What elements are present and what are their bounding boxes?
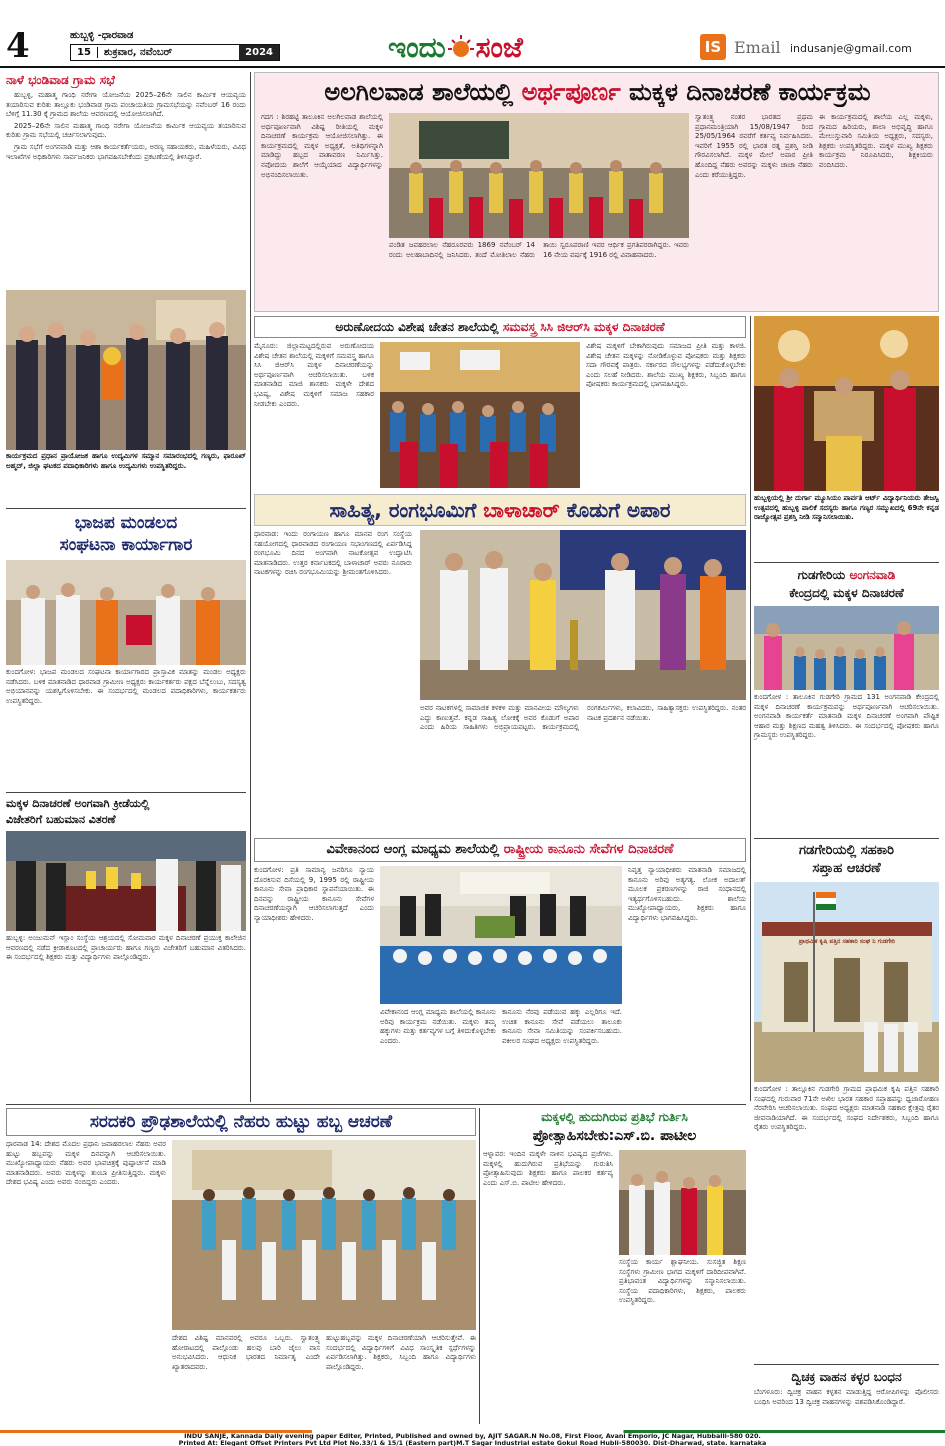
column-text: ನಿವೃತ್ತ ನ್ಯಾಯಾಧೀಶರು ಮಾತನಾಡಿ ಸಮಾಜದಲ್ಲಿ ಕಾನೂನು ಅರಿವು ಅತ್ಯಗತ್ಯ. ಲೋಕ ಅದಾಲತ್ ಮೂಲಕ ಪ್ರಕರಣಗಳನ್ನು ರಾಜಿ ಸಂಧಾನದಲ್ಲಿ ಇತ್ಯರ್ಥಗೊಳಿಸಬಹುದು. ಶಾಲೆಯ ಮುಖ್ಯೋಪಾಧ್ಯಾಯರು, ಶಿಕ್ಷಕರು ಹಾಗೂ ವಿದ್ಯಾರ್ಥಿಗಳು ಭಾಗವಹಿಸಿದ್ದರು. (628, 866, 746, 922)
article-body: ಕುಂದಗೋಳ : ತಾಲ್ಲೂಕಿನ ಗುಡಗೇರಿ ಗ್ರಾಮದ ಪ್ರಾಥಮಿಕ ಕೃಷಿ ಪತ್ತಿನ ಸಹಕಾರಿ ಸಂಘದಲ್ಲಿ ಗುರುವಾರ 71ನೇ ಅಖಿಲ ಭಾರತ ಸಹಕಾರ ಸಪ್ತಾಹವನ್ನು ಧ್ವಜಾರೋಹಣ ನೆರವೇರಿಸಿ ಆಚರಿಸಲಾಯಿತು. ಸಂಘದ ಅಧ್ಯಕ್ಷರು ಮಾತನಾಡಿ ಸಹಕಾರ ಕ್ಷೇತ್ರವು ರೈತರ ಜೀವನಾಡಿಯಾಗಿದೆ. ಈ ಸಂದರ್ಭದಲ್ಲಿ ಸಂಘದ ನಿರ್ದೇಶಕರು, ಸಿಬ್ಬಂದಿ ಹಾಗೂ ರೈತರು ಉಪಸ್ಥಿತರಿದ್ದರು. (754, 1085, 939, 1132)
headline-line2: ಸಂಘಟನಾ ಕಾರ್ಯಾಗಾರ (59, 535, 193, 555)
masthead (0, 0, 945, 70)
article-sahitya (254, 494, 746, 832)
column-text: ಧಾರವಾಡ: ಇಂದು ರಂಗಾಯಣ ಹಾಗೂ ಮಾನವ ರಂಗ ಸಂಸ್ಥೆಯ ಸಹಯೋಗದಲ್ಲಿ ಧಾರವಾಡದ ರಂಗಾಯಣ ಸಭಾಂಗಣದಲ್ಲಿ ಏರ್ಪಡಿಸಿದ್ದ ರಂಗಭೂಮಿ ದಿನದ ಅಂಗವಾಗಿ ನಾಟಕೋತ್ಸವ ಉದ್ಘಾಟಿಸಿ ಮಾತನಾಡಿದರು. ಉತ್ತರ ಕರ್ನಾಟಕದಲ್ಲಿ ಬಾಳಾಚಾರ್ ಅವರು ನೂರಾರು ನಾಟಕಗಳನ್ನು ರಚಿಸಿ ರಂಗಭೂಮಿಯನ್ನು ಶ್ರೀಮಂತಗೊಳಿಸಿದರು. (254, 530, 412, 577)
headline-part2: ರಾಷ್ಟ್ರೀಯ ಕಾನೂನು ಸೇವೆಗಳ ದಿನಾಚರಣೆ (503, 842, 674, 857)
headline-part2: ಸಮವಸ್ತ್ರ ಸಿಸಿ ಜಿಆರ್‌ಸಿ ಮಕ್ಕಳ ದಿನಾಚರಣೆ (502, 320, 665, 334)
headline-part1: ಗುಡಗೇರಿಯ (797, 568, 846, 582)
building-sign: ಪ್ರಾಥಮಿಕ ಕೃಷಿ ಪತ್ತಿನ ಸಹಕಾರಿ ಸಂಘ ನಿ ಗುಡಗೇರಿ (798, 938, 896, 945)
column-text: ಕುಂದಗೋಳ: ಪ್ರತಿ ಸಾಮಾನ್ಯ ಜನರಿಗೂ ನ್ಯಾಯ ದೊರಕಿಸುವ ದಿಸೆಯಲ್ಲಿ 9, 1995 ರಲ್ಲಿ ರಾಷ್ಟ್ರೀಯ ಕಾನೂನು ಸೇವಾ ಪ್ರಾಧಿಕಾರ ಸ್ಥಾಪನೆಯಾಯಿತು. ಈ ದಿನವನ್ನು ರಾಷ್ಟ್ರೀಯ ಕಾನೂನು ಸೇವೆಗಳ ದಿನಾಚರಣೆಯನ್ನಾಗಿ ಆಚರಿಸಲಾಗುತ್ತದೆ ಎಂದು ನ್ಯಾಯಾಧೀಶರು ಹೇಳಿದರು. (254, 866, 374, 922)
headline-line2: ವಿಜೇತರಿಗೆ ಬಹುಮಾನ ವಿತರಣೆ (6, 813, 116, 826)
column-text: ಸಂಸ್ಥೆಯ ಕಾರ್ಯ ಶ್ಲಾಘನೀಯ. ಸುಸಜ್ಜಿತ ಶಿಕ್ಷಣ ಸಂಸ್ಥೆಗಳು ಗ್ರಾಮೀಣ ಭಾಗದ ಮಕ್ಕಳಿಗೆ ದಾರಿದೀಪವಾಗಿವೆ. ಪ್ರತಿಭಾವಂತ ವಿದ್ಯಾರ್ಥಿಗಳನ್ನು ಸನ್ಮಾನಿಸಲಾಯಿತು. ಸಂಸ್ಥೆಯ ಪದಾಧಿಕಾರಿಗಳು, ಶಿಕ್ಷಕರು, ಪಾಲಕರು ಉಪಸ್ಥಿತರಿದ್ದರು. (619, 1258, 746, 1305)
headline-part2: ಬಾಳಾಚಾರ್ (483, 498, 560, 522)
headline-part1: ಸಾಹಿತ್ಯ, ರಂಗಭೂಮಿಗೆ (329, 498, 477, 522)
column-text: ವಿಶೇಷ ಮಕ್ಕಳಿಗೆ ಬೇಕಾಗಿರುವುದು ಸಮಾಜದ ಪ್ರೀತಿ ಮತ್ತು ಕಾಳಜಿ. ವಿಶೇಷ ಚೇತನ ಮಕ್ಕಳನ್ನು ನೋಡಿಕೊಳ್ಳುವ ಪೋಷಕರು ಮತ್ತು ಶಿಕ್ಷಕರು ಸದಾ ಗೌರವಕ್ಕೆ ಪಾತ್ರರು. ಸರ್ಕಾರದ ಸೌಲಭ್ಯಗಳನ್ನು ಪಡೆದುಕೊಳ್ಳಬೇಕು ಎಂದು ಸಲಹೆ ನೀಡಿದರು. ಶಾಲೆಯ ಮುಖ್ಯ ಶಿಕ್ಷಕರು, ಸಿಬ್ಬಂದಿ ಹಾಗೂ ಪೋಷಕರು ಕಾರ್ಯಕ್ರಮದಲ್ಲಿ ಭಾಗವಹಿಸಿದ್ದರು. (586, 342, 746, 389)
article-gadageri (754, 842, 939, 1362)
photo-caption: ಹುಬ್ಬಳ್ಳಿಯಲ್ಲಿ ಶ್ರೀ ದುರ್ಗಾ ಮ್ಯೂಸಿಯಂ ಪಾರ್ವತಿ ಆರ್ಟ್ ವಿದ್ಯಾರ್ಥಿನಿಯರು ತೇಜಸ್ವಿ ಉತ್ಸವದಲ್ಲಿ ಹುಬ್ಬಳ್ಳಿ ಪಾಲಿಕೆ ಸದಸ್ಯರು ಹಾಗೂ ಗಣ್ಯರ ಸಮ್ಮುಖದಲ್ಲಿ 69ನೇ ಕನ್ನಡ ರಾಜ್ಯೋತ್ಸವ ಪ್ರಶಸ್ತಿ ನೀಡಿ ಸನ್ಮಾನಿಸಲಾಯಿತು. (754, 494, 939, 521)
paragraph: 2025–26ನೇ ಸಾಲಿನ ಮಹಾತ್ಮ ಗಾಂಧಿ ನರೇಗಾ ಯೋಜನೆಯ ಕಾರ್ಮಿಕ ಆಯವ್ಯಯ ತಯಾರಿಸುವ ಕುರಿತು ಗ್ರಾಮ ಸಭೆಯಲ್ಲಿ ಚರ್ಚಿಸಲಾಗುವುದು. (6, 121, 246, 140)
photo-nehru-celebration (172, 1140, 476, 1330)
article-body: ಕುಂದಗೋಳ : ತಾಲೂಕಿನ ಗುಡಗೇರಿ ಗ್ರಾಮದ 131 ಅಂಗನವಾಡಿ ಕೇಂದ್ರದಲ್ಲಿ ಮಕ್ಕಳ ದಿನಾಚರಣೆ ಕಾರ್ಯಕ್ರಮವನ್ನು ಅರ್ಥಪೂರ್ಣವಾಗಿ ಆಚರಿಸಲಾಯಿತು. ಅಂಗನವಾಡಿ ಕಾರ್ಯಕರ್ತೆ ಮಾತನಾಡಿ ಮಕ್ಕಳ ದಿನಾಚರಣೆ ಅಂಗವಾಗಿ ಪೌಷ್ಟಿಕ ಆಹಾರ ಮತ್ತು ಶಿಕ್ಷಣದ ಮಹತ್ವ ತಿಳಿಸಿದರು. ಈ ಸಂದರ್ಭದಲ್ಲಿ ಪೋಷಕರು ಹಾಗೂ ಗ್ರಾಮಸ್ಥರು ಉಪಸ್ಥಿತರಿದ್ದರು. (754, 693, 939, 740)
logo-text-right: ಸಂಜೆ (475, 31, 523, 64)
headline-line2: ಕೇಂದ್ರದಲ್ಲಿ ಮಕ್ಕಳ ದಿನಾಚರಣೆ (789, 586, 904, 600)
headline: ದ್ವಿಚಕ್ರ ವಾಹನ ಕಳ್ಳರ ಬಂಧನ (791, 1370, 902, 1384)
date-weekday: ಶುಕ್ರವಾರ, ನವೆಂಬರ್ (103, 47, 173, 58)
column-text: ಅವರ ನಾಟಕಗಳಲ್ಲಿ ಸಾಮಾಜಿಕ ಕಳಕಳಿ ಮತ್ತು ಮಾನವೀಯ ಮೌಲ್ಯಗಳು ಎದ್ದು ಕಾಣುತ್ತವೆ. ಕನ್ನಡ ಸಾಹಿತ್ಯ ಲೋಕಕ್ಕೆ ಅವರ ಕೊಡುಗೆ ಅಪಾರ ಎಂದು ಹಿರಿಯ ಸಾಹಿತಿಗಳು ಅಭಿಪ್ರಾಯಪಟ್ಟರು. ಕಾರ್ಯಕ್ರಮದಲ್ಲಿ ರಂಗಕರ್ಮಿಗಳು, ಕಲಾವಿದರು, ಸಾಹಿತ್ಯಾಸಕ್ತರು ಉಪಸ್ಥಿತರಿದ್ದರು. ನಂತರ ನಾಟಕ ಪ್ರದರ್ಶನ ನಡೆಯಿತು. (420, 704, 746, 732)
headline: ನಾಳೆ ಭಂಡಿವಾಡ ಗ್ರಾಮ ಸಭೆ (6, 73, 115, 87)
headline-line2: ಸಪ್ತಾಹ ಆಚರಣೆ (812, 861, 881, 876)
headline-part2: ಅರ್ಥಪೂರ್ಣ (521, 78, 621, 106)
article-body: ಹುಬ್ಬಳ್ಳಿ: ಅಂಜುಮನ್ ಇಸ್ಲಾಂ ಸಂಸ್ಥೆಯ ಆಶ್ರಯದಲ್ಲಿ ಸೋಮವಾರ ಮಕ್ಕಳ ದಿನಾಚರಣೆ ಪ್ರಯುಕ್ತ ಕಾಲೇಜಿನ ಆವರಣದಲ್ಲಿ ನಡೆದ ಕ್ರೀಡಾಕೂಟದಲ್ಲಿ ಪ್ರಾಚಾರ್ಯರು ಹಾಗೂ ಗಣ್ಯರು ವಿಜೇತರಿಗೆ ಬಹುಮಾನ ವಿತರಿಸಿದರು. ಈ ಸಂದರ್ಭದಲ್ಲಿ ಶಿಕ್ಷಕರು ಮತ್ತು ವಿದ್ಯಾರ್ಥಿಗಳು ಪಾಲ್ಗೊಂಡಿದ್ದರು. (6, 934, 246, 962)
footer (0, 1430, 945, 1446)
article-gram-sabha (6, 72, 246, 287)
photo-bjp-meeting (6, 560, 246, 665)
email-label: Email (734, 38, 781, 57)
article-body: ಬೆಂಗಳೂರು: ದ್ವಿಚಕ್ರ ವಾಹನ ಕಳ್ಳತನ ಮಾಡುತ್ತಿದ್ದ ಆರೋಪಿಗಳನ್ನು ಪೊಲೀಸರು ಬಂಧಿಸಿ ಅವರಿಂದ 13 ದ್ವಿಚಕ್ರ ವಾಹನಗಳನ್ನು ವಶಪಡಿಸಿಕೊಂಡಿದ್ದಾರೆ. (754, 1388, 939, 1406)
headline-line1: ಮಕ್ಕಳಲ್ಲಿ ಹುದುಗಿರುವ ಪ್ರತಿಭೆ ಗುರ್ತಿಸಿ (541, 1110, 688, 1124)
banner-headline (254, 494, 746, 526)
headline-part2: ಅಂಗನವಾಡಿ (849, 568, 896, 582)
headline: ಸರದಕರಿ ಪ್ರೌಢಶಾಲೆಯಲ್ಲಿ ನೆಹರು ಹುಟ್ಟು ಹಬ್ಬ ಆಚರಣೆ (6, 1108, 476, 1136)
photo-arunodaya-children (380, 342, 580, 488)
newspaper-logo (388, 28, 588, 68)
paragraph: ಗ್ರಾಮ ಸಭೆಗೆ ಅಂಗನವಾಡಿ ಮತ್ತು ಆಶಾ ಕಾರ್ಯಕರ್ತೆಯರು, ಅರಣ್ಯ ಸಹಾಯಕರು, ಮಹಿಳೆಯರು, ವಿವಿಧ ಇಲಾಖೆಗಳ ಅಧಿಕಾರಿಗಳು ಸಾರ್ವಜನಿಕರು ಭಾಗವಹಿಸಬೇಕೆಂದು ಪ್ರಕಟಣೆಯಲ್ಲಿ ತಿಳಿಸಿದ್ದಾರೆ. (6, 142, 246, 161)
column-text: ಆಳ್ನಾವರ: ಇಂದಿನ ಮಕ್ಕಳೇ ನಾಳಿನ ಭವಿಷ್ಯದ ಪ್ರಜೆಗಳು. ಮಕ್ಕಳಲ್ಲಿ ಹುದುಗಿರುವ ಪ್ರತಿಭೆಯನ್ನು ಗುರುತಿಸಿ ಪ್ರೋತ್ಸಾಹಿಸುವುದು ಶಿಕ್ಷಕರು ಹಾಗೂ ಪಾಲಕರ ಕರ್ತವ್ಯ ಎಂದು ಎಸ್.ಬಿ. ಪಾಟೀಲ ಹೇಳಿದರು. (483, 1150, 613, 1187)
headline-line1: ಮಕ್ಕಳ ದಿನಾಚರಣೆ ಅಂಗವಾಗಿ ಕ್ರೀಡೆಯಲ್ಲಿ (6, 797, 150, 810)
column-text: ದೇಶದ ವಿಶಿಷ್ಟ ಮಾನವರಲ್ಲಿ ಅವರೂ ಒಬ್ಬರು. ಸ್ವಾತಂತ್ರ್ಯ ಹೋರಾಟದಲ್ಲಿ ಪಾಲ್ಗೊಂಡು ಹಲವು ಬಾರಿ ಜೈಲು ವಾಸ ಅನುಭವಿಸಿದರು. ಆಧುನಿಕ ಭಾರತದ ನಿರ್ಮಾತೃ ಎಂದೇ ಖ್ಯಾತರಾದವರು. (172, 1334, 320, 1371)
headline-line1 (754, 566, 939, 584)
photo-alagilavada-children (389, 113, 689, 238)
sun-icon (448, 35, 474, 61)
email-address[interactable]: indusanje@gmail.com (790, 42, 912, 55)
date-box (70, 44, 280, 61)
column-text: ಹುಟ್ಟುಹಬ್ಬವನ್ನು ಮಕ್ಕಳ ದಿನಾಚರಣೆಯಾಗಿ ಆಚರಿಸುತ್ತೇವೆ. ಈ ಸಂದರ್ಭದಲ್ಲಿ ವಿದ್ಯಾರ್ಥಿಗಳಿಗೆ ವಿವಿಧ ಸಾಂಸ್ಕೃತಿಕ ಸ್ಪರ್ಧೆಗಳನ್ನು ಏರ್ಪಡಿಸಲಾಗಿತ್ತು. ಶಿಕ್ಷಕರು, ಸಿಬ್ಬಂದಿ ಹಾಗೂ ವಿದ್ಯಾರ್ಥಿಗಳು ಪಾಲ್ಗೊಂಡಿದ್ದರು. (326, 1334, 476, 1371)
footer-imprint-line2: Printed At: Elegant Offset Printers Pvt Ltd Plot No.33/1 & 15/1 (Eastern part)M.T Sagar Industrial estate Gokul Road Hubli-580030. Dist-Dharwad, state. karnataka (178, 1439, 767, 1446)
column-text: ಧಾರವಾಡ 14: ದೇಶದ ಮೊದಲ ಪ್ರಧಾನಿ ಜವಾಹರಲಾಲ ನೆಹರು ಅವರ ಹುಟ್ಟು ಹಬ್ಬವನ್ನು ಮಕ್ಕಳ ದಿನವನ್ನಾಗಿ ಆಚರಿಸಲಾಯಿತು. ಮುಖ್ಯೋಪಾಧ್ಯಾಯರು ನೆಹರು ಅವರ ಭಾವಚಿತ್ರಕ್ಕೆ ಪುಷ್ಪಾರ್ಚನೆ ಮಾಡಿ ಮಾತನಾಡಿದರು. ಅವರು ಮಕ್ಕಳನ್ನು ತುಂಬಾ ಪ್ರೀತಿಸುತ್ತಿದ್ದರು. ಮಕ್ಕಳು ದೇಶದ ಭವಿಷ್ಯ ಎಂದು ಅವರು ನಂಬಿದ್ದರು ಎಂದರು. (6, 1140, 166, 1187)
column-text: ಕಾನೂನು ನೆರವು ಪಡೆಯುವ ಹಕ್ಕು ಎಲ್ಲರಿಗೂ ಇದೆ. ಉಚಿತ ಕಾನೂನು ಸೇವೆ ಪಡೆಯಲು ತಾಲೂಕು ಕಾನೂನು ಸೇವಾ ಸಮಿತಿಯನ್ನು ಸಂಪರ್ಕಿಸಬಹುದು. ವಕೀಲರ ಸಂಘದ ಅಧ್ಯಕ್ಷರು ಉಪಸ್ಥಿತರಿದ್ದರು. (502, 1008, 622, 1045)
headline-line1: ಗಡಗೇರಿಯಲ್ಲಿ ಸಹಕಾರಿ (799, 843, 894, 858)
article-arunodaya (254, 316, 746, 488)
photo-anganwadi-children (754, 606, 939, 690)
article-arrest (754, 1368, 939, 1430)
headline-part3: ಮಕ್ಕಳ ದಿನಾಚರಣೆ ಕಾರ್ಯಕ್ರಮ (629, 78, 871, 106)
photo-vivekananda-school (380, 866, 622, 1004)
photo-cooperative-building (754, 882, 939, 1082)
photo-talent-felicitation (619, 1150, 746, 1255)
article-talent (483, 1108, 746, 1428)
column-text: ವಿವೇಕಾನಂದ ಆಂಗ್ಲ ಮಾಧ್ಯಮ ಶಾಲೆಯಲ್ಲಿ ಕಾನೂನು ಅರಿವು ಕಾರ್ಯಕ್ರಮ ನಡೆಯಿತು. ಮಕ್ಕಳು ತಮ್ಮ ಹಕ್ಕುಗಳು ಮತ್ತು ಕರ್ತವ್ಯಗಳ ಬಗ್ಗೆ ತಿಳಿದುಕೊಳ್ಳಬೇಕು ಎಂದರು. (380, 1008, 496, 1045)
photo-prize-distribution (6, 831, 246, 931)
article-nehru-birthday (6, 1108, 476, 1428)
footer-imprint-line1: INDU SANJE, Kannada Daily evening paper Editer, Printed, Published and owned by, AJIT SAGAR.N No.08, First Floor, Avani Emporio, JC Nagar, Hubballi-580 020. (184, 1433, 761, 1440)
is-logo-icon: IS (700, 34, 726, 60)
headline-part3: ಕೊಡುಗೆ ಅಪಾರ (566, 498, 671, 522)
date-year: 2024 (239, 45, 279, 60)
article-bjp-workshop (6, 512, 246, 792)
place-name: ಹುಬ್ಬಳ್ಳಿ -ಧಾರವಾಡ (70, 30, 134, 41)
article-anganwadi (754, 566, 939, 838)
article-alagilavada (254, 72, 939, 312)
headline-part1: ವಿವೇಕಾನಂದ ಆಂಗ್ಲ ಮಾಧ್ಯಮ ಶಾಲೆಯಲ್ಲಿ (326, 842, 500, 857)
date-day: 15 (71, 47, 98, 58)
article-body: ಕುಂದಗೋಳ: ಭಾಜಪ ಮಂಡಲದ ಸಂಘಟನಾ ಕಾರ್ಯಾಗಾರದ ಪ್ರಾಸ್ತಾವಿಕ ಮಾತನ್ನು ಮಂಡಲ ಅಧ್ಯಕ್ಷರು ನಡೆಸಿದರು. ಬಳಿಕ ಮಾತನಾಡಿದ ಧಾರವಾಡ ಗ್ರಾಮೀಣ ಅಧ್ಯಕ್ಷರು ಕಾರ್ಯಕರ್ತರು ಪಕ್ಷದ ಬೆನ್ನೆಲುಬು, ಸದಸ್ಯತ್ವ ಅಭಿಯಾನವನ್ನು ಯಶಸ್ವಿಗೊಳಿಸಬೇಕು. ಈ ಸಂದರ್ಭದಲ್ಲಿ ಮಂಡಲದ ಪದಾಧಿಕಾರಿಗಳು, ಕಾರ್ಯಕರ್ತರು ಉಪಸ್ಥಿತರಿದ್ದರು. (6, 668, 246, 705)
paragraph: ಹುಬ್ಬಳ್ಳಿ, ಮಹಾತ್ಮ ಗಾಂಧಿ ನರೇಗಾ ಯೋಜನೆಯ 2025–26ನೇ ಸಾಲಿನ ಕಾರ್ಮಿಕ ಆಯವ್ಯಯ ತಯಾರಿಸುವ ಕುರಿತು ತಾಲ್ಲೂಕು ಭಂಡಿವಾಡ ಗ್ರಾಮ ಪಂಚಾಯತಿಯ ಗ್ರಾಮಸಭೆಯನ್ನು ನವೆಂಬರ್ 16 ರಂದು ಬೆಳಿಗ್ಗೆ 11.30 ಕ್ಕೆ ಗ್ರಾಮದ ಶಾಲೆಯ ಆವರಣದಲ್ಲಿ ಆಯೋಜಿಸಲಾಗಿದೆ. (6, 91, 246, 119)
article-sports-prize (6, 796, 246, 1101)
headline-line1: ಭಾಜಪ ಮಂಡಲದ (74, 513, 178, 533)
photo-caption: ಕಾರ್ಯಕ್ರಮದ ಪ್ರಧಾನ ಪ್ರಾಯೋಜಕ ಹಾಗೂ ಉದ್ಯಮಿಗಳ ಸಮ್ಮಾನ ಸಮಾರಂಭದಲ್ಲಿ ಗಣ್ಯರು, ಫಾರೂಖ್ ಅಹ್ಮದ್, ಜಿಲ್ಲಾ ಘಟಕದ ಪದಾಧಿಕಾರಿಗಳು ಹಾಗೂ ಉದ್ಯಮಿಗಳು ಉಪಸ್ಥಿತರಿದ್ದರು. (6, 452, 246, 470)
photo-felicitation (6, 290, 246, 450)
column-text: ಈ ಕಾರ್ಯಕ್ರಮದಲ್ಲಿ ಶಾಲೆಯ ಎಲ್ಲ ಮಕ್ಕಳು, ಗ್ರಾಮದ ಹಿರಿಯರು, ಶಾಲಾ ಅಭಿವೃದ್ಧಿ ಹಾಗೂ ಮೇಲುಸ್ತುವಾರಿ ಸಮಿತಿಯ ಅಧ್ಯಕ್ಷರು, ಸದಸ್ಯರು, ಶಿಕ್ಷಕರು ಉಪಸ್ಥಿತರಿದ್ದರು. ಮಕ್ಕಳ ಮುಖ್ಯ ಶಿಕ್ಷಕರು ಕಾರ್ಯಕ್ರಮ ನಿರೂಪಿಸಿದರು, ಶಿಕ್ಷಕಿಯರು ವಂದಿಸಿದರು. (819, 113, 933, 169)
headline-line2: ಪ್ರೋತ್ಸಾಹಿಸಬೇಕು:ಎಸ್.ಬಿ. ಪಾಟೀಲ (532, 1128, 697, 1144)
article-vivekananda (254, 838, 746, 1108)
column-text: ಪಂಡಿತ ಜವಹರಲಾಲ ನೆಹರೂರವರು 1869 ನವೆಂಬರ್ 14 ರಂದು ಅಲಹಾಬಾದಿನಲ್ಲಿ ಜನಿಸಿದರು. ತಂದೆ ಮೋತಿಲಾಲ ನೆಹರು ತಾಯಿ ಸ್ವರೂಪರಾಣಿ ಇವರ ಆರ್ಥಿಕ ಪ್ರಗತಿಪರರಾಗಿದ್ದರು. ಇವರು 16 ನೇಯ ವರ್ಷಕ್ಕೆ 1916 ರಲ್ಲಿ ವಿವಾಹವಾದರು. (389, 241, 689, 259)
banner-headline (255, 77, 940, 107)
headline-part1: ಅಲಗಿಲವಾಡ ಶಾಲೆಯಲ್ಲಿ (324, 78, 514, 106)
photo-sahitya-lamp-lighting (420, 530, 746, 700)
headline-part1: ಅರುಣೋದಯ ವಿಶೇಷ ಚೇತನ ಶಾಲೆಯಲ್ಲಿ (335, 320, 499, 334)
column-text: ಸ್ವಾತಂತ್ರ್ಯ ನಂತರ ಭಾರತದ ಪ್ರಥಮ ಪ್ರಧಾನಮಂತ್ರಿಯಾಗಿ 15/08/1947 ರಿಂದ 25/05/1964 ರವರೆಗೆ ಕರ್ತವ್ಯ ನಿರ್ವಹಿಸಿದರು. ಇವರಿಗೆ 1955 ರಲ್ಲಿ ಭಾರತ ರತ್ನ ಪ್ರಶಸ್ತಿ ನೀಡಿ ಗೌರವಿಸಲಾಗಿದೆ. ಮಕ್ಕಳ ಮೇಲೆ ಅಪಾರ ಪ್ರೀತಿ ಹೊಂದಿದ್ದ ನೆಹರು ಅವರನ್ನು ಮಕ್ಕಳು ಚಾಚಾ ನೆಹರು ಎಂದು ಕರೆಯುತ್ತಿದ್ದರು. (695, 113, 813, 179)
column-text: ಗದಗ : ಶಿರಹಟ್ಟಿ ತಾಲೂಕಿನ ಅಲಗಿಲವಾಡ ಶಾಲೆಯಲ್ಲಿ ಅರ್ಥಪೂರ್ಣವಾಗಿ ವಿಶಿಷ್ಟ ರೀತಿಯಲ್ಲಿ ಮಕ್ಕಳ ದಿನಾಚರಣೆ ಕಾರ್ಯಕ್ರಮ ಆಯೋಜಿಸಲಾಗಿತ್ತು. ಈ ಕಾರ್ಯಕ್ರಮದಲ್ಲಿ ಮಕ್ಕಳ ಅಧ್ಯಕ್ಷತೆ, ಅತಿಥಿಗಳನ್ನಾಗಿ ಮಾಡಿದ್ದು ಹಬ್ಬದ ವಾತಾವರಣ ನಿರ್ಮಿಸಿತ್ತು. ನವೋದಯ ಶಾಲೆಗೆ ಆಯ್ಕೆಯಾದ ವಿದ್ಯಾರ್ಥಿಗಳನ್ನು ಅಭಿನಂದಿಸಲಾಯಿತು. (261, 113, 383, 179)
banner-headline (254, 316, 746, 338)
page-number: 4 (6, 26, 30, 66)
banner-headline (254, 838, 746, 862)
logo-text-left: ಇಂದು (388, 31, 446, 64)
column-text: ಮೈಸೂರು: ಜಿಲ್ಲಾಮಟ್ಟದಲ್ಲಿರುವ ಅರುಣೋದಯ ವಿಶೇಷ ಚೇತನ ಶಾಲೆಯಲ್ಲಿ ಮಕ್ಕಳಿಗೆ ಸಮವಸ್ತ್ರ ಹಾಗೂ ಸಿಸಿ ಜಿಆರ್‌ಸಿ ಮಕ್ಕಳ ದಿನಾಚರಣೆಯನ್ನು ಅರ್ಥಪೂರ್ಣವಾಗಿ ಆಚರಿಸಲಾಯಿತು. ಬಳಿಕ ಮಾತನಾಡಿದ ಮಾಜಿ ಶಾಸಕರು ಮಕ್ಕಳೇ ದೇಶದ ಭವಿಷ್ಯ, ವಿಶೇಷ ಮಕ್ಕಳಿಗೆ ಸಮಾಜ ಸಹಕಾರ ನೀಡಬೇಕು ಎಂದರು. (254, 342, 374, 408)
photo-award-ceremony (754, 316, 939, 491)
